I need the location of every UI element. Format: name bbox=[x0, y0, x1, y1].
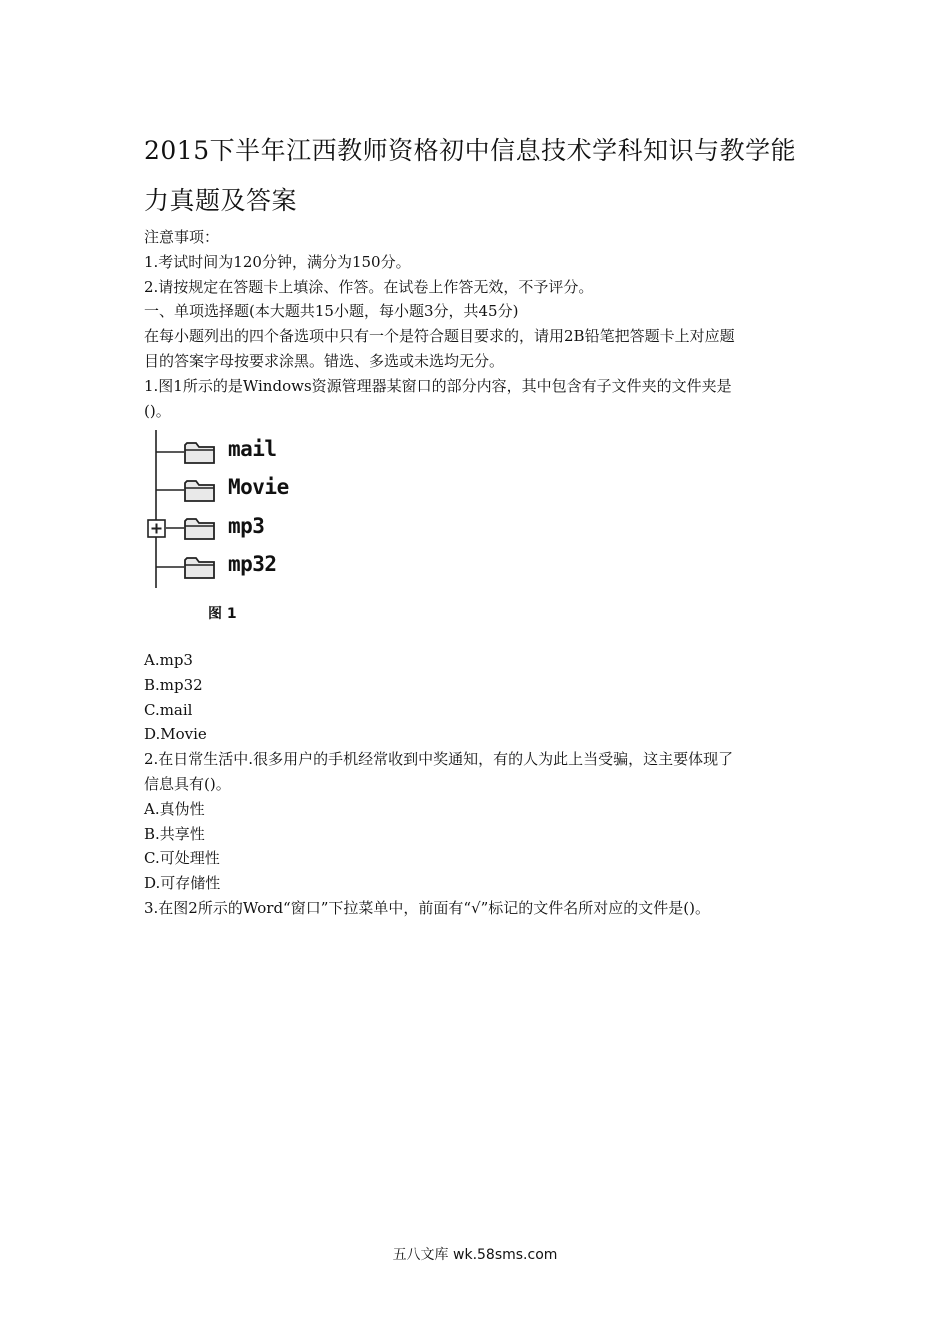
notice-item-2: 2.请按规定在答题卡上填涂、作答。在试卷上作答无效，不予评分。 bbox=[144, 278, 594, 296]
folder-icon bbox=[183, 439, 217, 465]
folder-label-mail: mail bbox=[228, 437, 277, 461]
question-3-stem-line-1: 3.在图2所示的Word“窗口”下拉菜单中，前面有“√”标记的文件名所对应的文件是()。 bbox=[144, 899, 710, 917]
folder-icon bbox=[183, 477, 217, 503]
document-title-line-1: 2015下半年江西教师资格初中信息技术学科知识与教学能 bbox=[144, 136, 797, 165]
section-heading: 一、单项选择题(本大题共15小题，每小题3分，共45分) bbox=[144, 302, 519, 320]
page-footer: 五八文库 wk.58sms.com bbox=[392, 1247, 558, 1263]
question-1-option-c: C.mail bbox=[144, 701, 193, 719]
notice-item-1: 1.考试时间为120分钟，满分为150分。 bbox=[144, 253, 411, 271]
question-2-option-d: D.可存储性 bbox=[144, 874, 221, 892]
question-1-option-a: A.mp3 bbox=[144, 651, 193, 669]
folder-label-movie: Movie bbox=[228, 475, 289, 499]
document-title-line-2: 力真题及答案 bbox=[144, 186, 298, 215]
folder-label-mp32: mp32 bbox=[228, 552, 277, 576]
question-1-option-b: B.mp32 bbox=[144, 676, 203, 694]
question-1-stem-line-1: 1.图1所示的是Windows资源管理器某窗口的部分内容，其中包含有子文件夹的文件夹是 bbox=[144, 377, 732, 395]
section-instructions-line-1: 在每小题列出的四个备选项中只有一个是符合题目要求的，请用2B铅笔把答题卡上对应题 bbox=[144, 327, 735, 345]
folder-icon bbox=[183, 554, 217, 580]
figure-1-folder-tree bbox=[144, 428, 314, 628]
question-1-stem-line-2: ()。 bbox=[144, 402, 171, 420]
expand-plus-icon bbox=[147, 519, 167, 539]
question-2-option-c: C.可处理性 bbox=[144, 849, 220, 867]
question-2-option-a: A.真伪性 bbox=[144, 800, 205, 818]
question-2-stem-line-2: 信息具有()。 bbox=[144, 775, 231, 793]
question-2-option-b: B.共享性 bbox=[144, 825, 205, 843]
folder-label-mp3: mp3 bbox=[228, 514, 265, 538]
figure-1-caption: 图 1 bbox=[208, 606, 237, 622]
question-1-option-d: D.Movie bbox=[144, 725, 207, 743]
section-instructions-line-2: 目的答案字母按要求涂黑。错选、多选或未选均无分。 bbox=[144, 352, 505, 370]
folder-icon bbox=[183, 515, 217, 541]
notice-heading: 注意事项： bbox=[144, 228, 220, 246]
question-2-stem-line-1: 2.在日常生活中.很多用户的手机经常收到中奖通知，有的人为此上当受骗，这主要体现了 bbox=[144, 750, 734, 768]
